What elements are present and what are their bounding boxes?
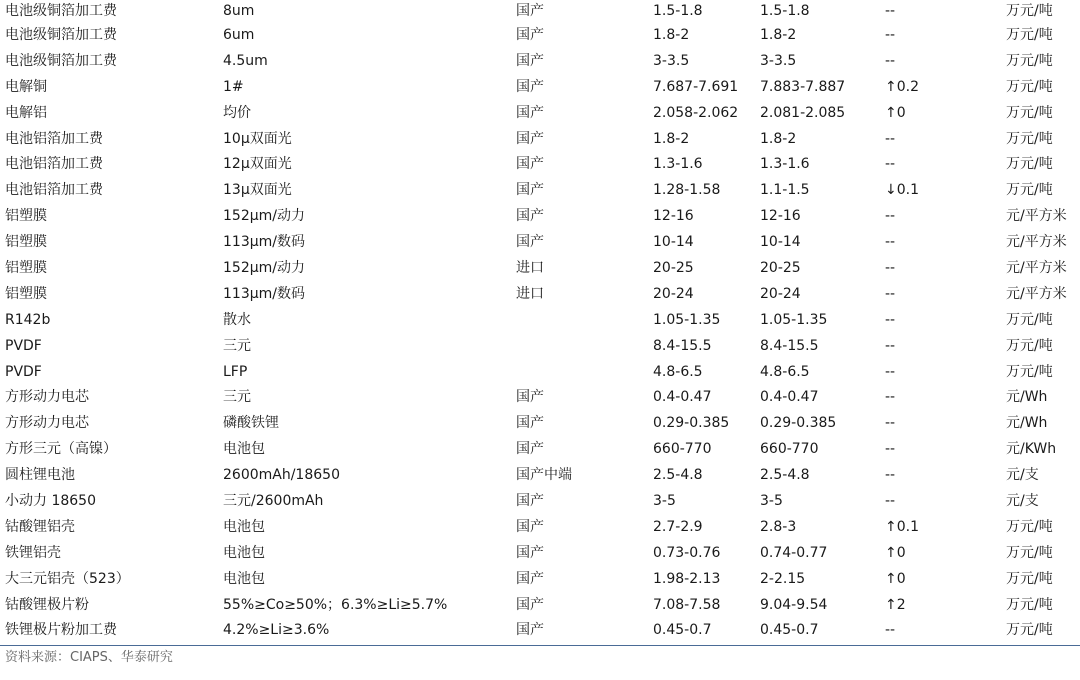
previous-price: 2.5-4.8: [653, 467, 703, 484]
current-price: 10-14: [760, 234, 801, 251]
price-change: --: [885, 467, 896, 484]
table-row: [0, 410, 1080, 436]
table-row: [0, 100, 1080, 126]
previous-price: 10-14: [653, 234, 694, 251]
table-row: [0, 229, 1080, 255]
origin: 进口: [516, 285, 544, 302]
origin: 国产: [516, 130, 544, 147]
unit: 万元/吨: [1006, 570, 1053, 587]
product-name: 铁锂极片粉加工费: [5, 622, 117, 639]
spec: 152μm/动力: [223, 259, 305, 276]
table-row: [0, 566, 1080, 592]
previous-price: 3-5: [653, 492, 676, 509]
spec: 4.5um: [223, 52, 268, 69]
unit: 万元/吨: [1006, 104, 1053, 121]
table-row: [0, 255, 1080, 281]
origin: 国产中端: [516, 467, 572, 484]
origin: 国产: [516, 26, 544, 43]
unit: 万元/吨: [1006, 363, 1053, 380]
spec: 1#: [223, 78, 244, 95]
spec: 113μm/数码: [223, 234, 305, 251]
price-change: --: [885, 492, 896, 509]
price-change: --: [885, 415, 896, 432]
current-price: 1.8-2: [760, 26, 797, 43]
spec: LFP: [223, 363, 248, 380]
price-change: ↑0: [885, 104, 906, 121]
spec: 电池包: [223, 441, 265, 458]
table-row: [0, 436, 1080, 462]
unit: 元/平方米: [1006, 259, 1067, 276]
origin: 国产: [516, 518, 544, 535]
current-price: 2-2.15: [760, 570, 806, 587]
table-row: [0, 462, 1080, 488]
unit: 万元/吨: [1006, 156, 1053, 173]
current-price: 0.45-0.7: [760, 622, 819, 639]
current-price: 1.1-1.5: [760, 182, 810, 199]
origin: 国产: [516, 415, 544, 432]
table-row: [0, 74, 1080, 100]
price-change: --: [885, 337, 896, 354]
previous-price: 7.687-7.691: [653, 78, 739, 95]
spec: 13μ双面光: [223, 182, 292, 199]
product-name: PVDF: [5, 337, 42, 354]
product-name: 电池铝箔加工费: [5, 156, 103, 173]
spec: 6um: [223, 26, 255, 43]
origin: 国产: [516, 622, 544, 639]
origin: 国产: [516, 208, 544, 225]
price-change: --: [885, 26, 896, 43]
unit: 万元/吨: [1006, 337, 1053, 354]
unit: 元/平方米: [1006, 234, 1067, 251]
origin: 国产: [516, 78, 544, 95]
unit: 元/平方米: [1006, 208, 1067, 225]
price-change: ↓0.1: [885, 182, 919, 199]
price-change: ↑0: [885, 570, 906, 587]
spec: 12μ双面光: [223, 156, 292, 173]
spec: 三元: [223, 389, 251, 406]
price-change: ↑2: [885, 596, 906, 613]
origin: 国产: [516, 389, 544, 406]
spec: 均价: [223, 104, 251, 121]
table-row: [0, 359, 1080, 385]
origin: 国产: [516, 596, 544, 613]
current-price: 8.4-15.5: [760, 337, 819, 354]
spec: 4.2%≥Li≥3.6%: [223, 622, 330, 639]
origin: 国产: [516, 156, 544, 173]
table-row: [0, 514, 1080, 540]
product-name: 电池铝箔加工费: [5, 130, 103, 147]
current-price: 2.081-2.085: [760, 104, 846, 121]
price-change: ↑0.1: [885, 518, 919, 535]
price-change: ↑0.2: [885, 78, 919, 95]
price-change: --: [885, 363, 896, 380]
previous-price: 4.8-6.5: [653, 363, 703, 380]
unit: 元/KWh: [1006, 441, 1057, 458]
product-name: 电解铜: [5, 78, 47, 95]
table-row: [0, 540, 1080, 566]
price-change: --: [885, 3, 896, 19]
previous-price: 0.4-0.47: [653, 389, 712, 406]
product-name: 电池级铜箔加工费: [5, 52, 117, 69]
table-row: [0, 177, 1080, 203]
unit: 万元/吨: [1006, 518, 1053, 535]
current-price: 4.8-6.5: [760, 363, 810, 380]
previous-price: 0.29-0.385: [653, 415, 730, 432]
current-price: 1.5-1.8: [760, 3, 810, 19]
spec: 电池包: [223, 570, 265, 587]
origin: 国产: [516, 3, 544, 19]
previous-price: 0.45-0.7: [653, 622, 712, 639]
product-name: 钴酸锂铝壳: [5, 518, 75, 535]
spec: 55%≥Co≥50%；6.3%≥Li≥5.7%: [223, 596, 448, 613]
current-price: 3-3.5: [760, 52, 797, 69]
previous-price: 660-770: [653, 441, 712, 458]
price-change: --: [885, 441, 896, 458]
price-change: ↑0: [885, 544, 906, 561]
previous-price: 0.73-0.76: [653, 544, 721, 561]
current-price: 0.4-0.47: [760, 389, 819, 406]
unit: 元/Wh: [1006, 415, 1048, 432]
product-name: 方形动力电芯: [5, 415, 89, 432]
previous-price: 1.8-2: [653, 26, 690, 43]
table-row: [0, 22, 1080, 48]
product-name: 方形动力电芯: [5, 389, 89, 406]
product-name: R142b: [5, 311, 51, 328]
price-change: --: [885, 208, 896, 225]
product-name: 电池铝箔加工费: [5, 182, 103, 199]
spec: 152μm/动力: [223, 208, 305, 225]
spec: 2600mAh/18650: [223, 467, 340, 484]
current-price: 9.04-9.54: [760, 596, 828, 613]
spec: 电池包: [223, 544, 265, 561]
table-row: [0, 126, 1080, 152]
product-name: 电池级铜箔加工费: [5, 26, 117, 43]
previous-price: 1.8-2: [653, 130, 690, 147]
product-name: 大三元铝壳（523）: [5, 570, 130, 587]
price-change: --: [885, 52, 896, 69]
table-row: [0, 307, 1080, 333]
product-name: 钴酸锂极片粉: [5, 596, 89, 613]
unit: 万元/吨: [1006, 78, 1053, 95]
product-name: 铝塑膜: [5, 259, 47, 276]
product-name: 电解铝: [5, 104, 47, 121]
spec: 电池包: [223, 518, 265, 535]
product-name: 方形三元（高镍）: [5, 441, 117, 458]
product-name: 铝塑膜: [5, 234, 47, 251]
origin: 国产: [516, 544, 544, 561]
unit: 万元/吨: [1006, 130, 1053, 147]
unit: 万元/吨: [1006, 311, 1053, 328]
product-name: 铝塑膜: [5, 208, 47, 225]
unit: 万元/吨: [1006, 52, 1053, 69]
unit: 万元/吨: [1006, 622, 1053, 639]
origin: 进口: [516, 259, 544, 276]
unit: 元/支: [1006, 492, 1039, 509]
previous-price: 3-3.5: [653, 52, 690, 69]
price-change: --: [885, 311, 896, 328]
price-change: --: [885, 130, 896, 147]
current-price: 1.3-1.6: [760, 156, 810, 173]
table-row: [0, 617, 1080, 643]
current-price: 2.8-3: [760, 518, 797, 535]
product-name: 铁锂铝壳: [5, 544, 61, 561]
previous-price: 1.05-1.35: [653, 311, 721, 328]
table-row: [0, 48, 1080, 74]
previous-price: 1.5-1.8: [653, 3, 703, 19]
price-change: --: [885, 156, 896, 173]
unit: 元/支: [1006, 467, 1039, 484]
unit: 万元/吨: [1006, 182, 1053, 199]
current-price: 0.29-0.385: [760, 415, 837, 432]
unit: 万元/吨: [1006, 596, 1053, 613]
table-row: [0, 384, 1080, 410]
table-row: [0, 281, 1080, 307]
current-price: 20-24: [760, 285, 801, 302]
product-name: PVDF: [5, 363, 42, 380]
table-row: [0, 592, 1080, 618]
spec: 10μ双面光: [223, 130, 292, 147]
previous-price: 12-16: [653, 208, 694, 225]
current-price: 20-25: [760, 259, 801, 276]
price-change: --: [885, 285, 896, 302]
unit: 万元/吨: [1006, 544, 1053, 561]
spec: 磷酸铁锂: [223, 415, 279, 432]
origin: 国产: [516, 570, 544, 587]
previous-price: 2.058-2.062: [653, 104, 739, 121]
previous-price: 1.3-1.6: [653, 156, 703, 173]
current-price: 1.8-2: [760, 130, 797, 147]
spec: 三元/2600mAh: [223, 492, 324, 509]
table-row: [0, 0, 1080, 22]
current-price: 3-5: [760, 492, 783, 509]
spec: 113μm/数码: [223, 285, 305, 302]
previous-price: 1.98-2.13: [653, 570, 721, 587]
product-name: 圆柱锂电池: [5, 467, 75, 484]
spec: 8um: [223, 3, 255, 19]
previous-price: 8.4-15.5: [653, 337, 712, 354]
origin: 国产: [516, 104, 544, 121]
origin: 国产: [516, 441, 544, 458]
price-change: --: [885, 234, 896, 251]
spec: 散水: [223, 311, 251, 328]
previous-price: 2.7-2.9: [653, 518, 703, 535]
previous-price: 7.08-7.58: [653, 596, 721, 613]
previous-price: 1.28-1.58: [653, 182, 721, 199]
table-row: [0, 203, 1080, 229]
product-name: 电池级铜箔加工费: [5, 3, 117, 19]
current-price: 2.5-4.8: [760, 467, 810, 484]
footnote-divider: [0, 645, 1080, 646]
previous-price: 20-25: [653, 259, 694, 276]
origin: 国产: [516, 52, 544, 69]
price-change: --: [885, 389, 896, 406]
table-row: [0, 488, 1080, 514]
unit: 元/平方米: [1006, 285, 1067, 302]
origin: 国产: [516, 182, 544, 199]
source-footnote: 资料来源：CIAPS、华泰研究: [5, 650, 173, 665]
table-row: [0, 151, 1080, 177]
current-price: 0.74-0.77: [760, 544, 828, 561]
unit: 元/Wh: [1006, 389, 1048, 406]
current-price: 7.883-7.887: [760, 78, 846, 95]
product-name: 小动力 18650: [5, 492, 96, 509]
current-price: 660-770: [760, 441, 819, 458]
unit: 万元/吨: [1006, 3, 1053, 19]
spec: 三元: [223, 337, 251, 354]
price-change: --: [885, 259, 896, 276]
origin: 国产: [516, 492, 544, 509]
current-price: 1.05-1.35: [760, 311, 828, 328]
current-price: 12-16: [760, 208, 801, 225]
origin: 国产: [516, 234, 544, 251]
price-change: --: [885, 622, 896, 639]
previous-price: 20-24: [653, 285, 694, 302]
product-name: 铝塑膜: [5, 285, 47, 302]
unit: 万元/吨: [1006, 26, 1053, 43]
table-row: [0, 333, 1080, 359]
